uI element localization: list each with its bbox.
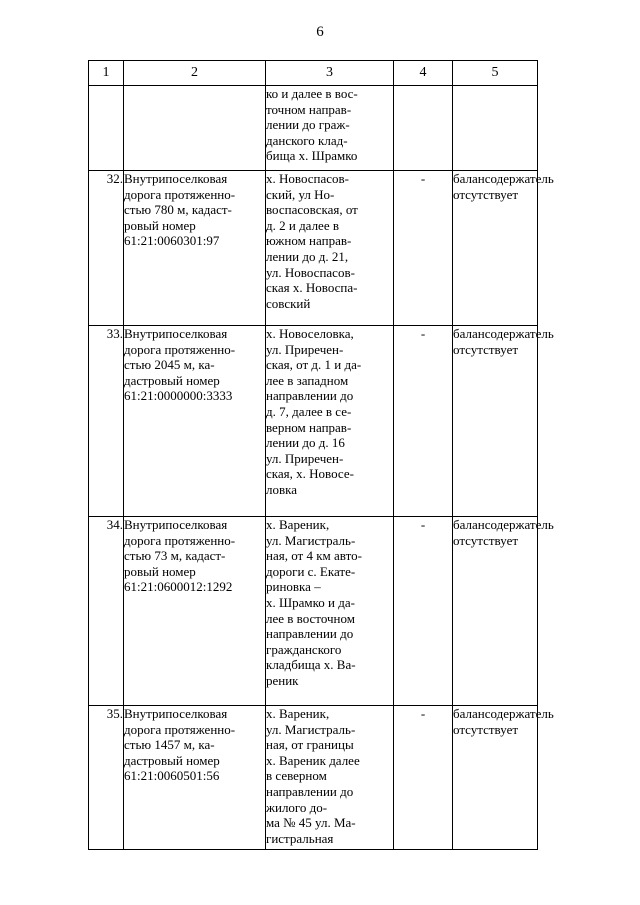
object-text: Внутрипоселковая дорога протяженно- стью 780 м, кадаст- ровый номер 61:21:0060301:97 <box>124 171 236 249</box>
cell-owner: - <box>394 326 453 517</box>
cell-owner: - <box>394 171 453 326</box>
cell-empty <box>453 86 538 171</box>
holder-text: балансодержатель отсутствует <box>453 706 554 737</box>
cell-holder <box>453 171 554 326</box>
header-col-3: 3 <box>266 61 394 86</box>
table-row <box>89 706 538 850</box>
cell-empty <box>124 86 266 171</box>
table-header-row <box>89 61 538 86</box>
location-text: х. Новоселовка, ул. Приречен- ская, от д. 1 и да- лее в западном направлении до д. 7, далее в се- верном направ- лении до д. 16 ул. Приречен- ская, х. Новосе- ловка <box>266 326 362 497</box>
holder-text: балансодержатель отсутствует <box>453 517 554 548</box>
cell-owner: - <box>394 517 453 706</box>
object-text: Внутрипоселковая дорога протяженно- стью 1457 м, ка- дастровый номер 61:21:0060501:56 <box>124 706 236 784</box>
cell-number: 32. <box>89 171 124 326</box>
cell-holder <box>453 326 554 517</box>
holder-text: балансодержатель отсутствует <box>453 171 554 202</box>
holder-text: балансодержатель отсутствует <box>453 326 554 357</box>
cell-object <box>124 517 266 706</box>
object-text: Внутрипоселковая дорога протяженно- стью 73 м, кадаст- ровый номер 61:21:0600012:1292 <box>124 517 236 595</box>
header-col-4: 4 <box>394 61 453 86</box>
cell-empty <box>394 86 453 171</box>
location-text: ко и далее в вос- точном направ- лении до граж- данского клад- бища х. Шрамко <box>266 86 358 164</box>
location-text: х. Новоспасов- ский, ул Но- воспасовская, от д. 2 и далее в южном направ- лении до д. 21, ул. Новоспасов- ская х. Новоспа- совский <box>266 171 358 311</box>
road-registry-table <box>88 60 554 850</box>
header-col-1: 1 <box>89 61 124 86</box>
table-row <box>89 517 538 706</box>
cell-location <box>266 86 394 171</box>
cell-location <box>266 171 394 326</box>
cell-location <box>266 706 394 850</box>
header-col-2: 2 <box>124 61 266 86</box>
cell-location <box>266 517 394 706</box>
table-row <box>89 326 538 517</box>
cell-object <box>124 171 266 326</box>
object-text: Внутрипоселковая дорога протяженно- стью 2045 м, ка- дастровый номер 61:21:0000000:3333 <box>124 326 236 404</box>
cell-location <box>266 326 394 517</box>
header-col-5: 5 <box>453 61 538 86</box>
cell-empty <box>89 86 124 171</box>
location-text: х. Вареник, ул. Магистраль- ная, от границы х. Вареник далее в северном направлении до жилого до- ма № 45 ул. Ма- гистральная <box>266 706 360 846</box>
page-number: 6 <box>316 24 324 40</box>
cell-number: 35. <box>89 706 124 850</box>
cell-number: 33. <box>89 326 124 517</box>
cell-object <box>124 706 266 850</box>
cell-holder <box>453 706 554 850</box>
table-row-continuation <box>89 86 538 171</box>
cell-holder <box>453 517 554 706</box>
cell-object <box>124 326 266 517</box>
cell-owner: - <box>394 706 453 850</box>
cell-number: 34. <box>89 517 124 706</box>
table-row <box>89 171 538 326</box>
location-text: х. Вареник, ул. Магистраль- ная, от 4 км авто- дороги с. Екате- риновка – х. Шрамко и да- лее в восточном направлении до гражданского кладбища х. Ва- реник <box>266 517 362 688</box>
